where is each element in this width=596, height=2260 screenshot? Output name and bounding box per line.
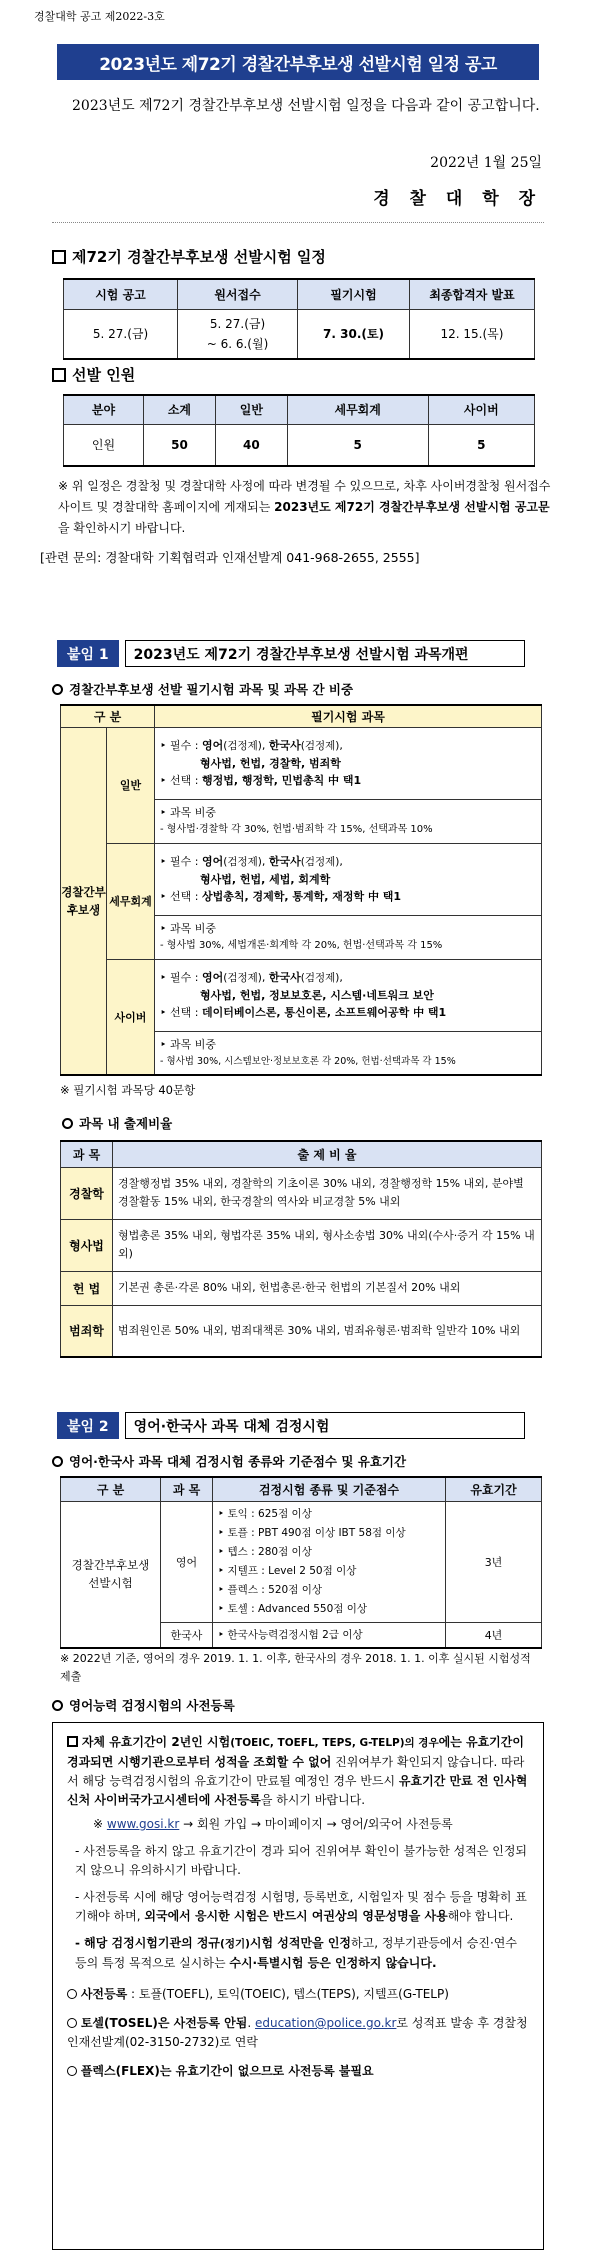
quota-section-title: 선발 인원 <box>52 364 135 385</box>
gosi-link[interactable]: www.gosi.kr <box>106 1817 180 1831</box>
table-header: 과 목 <box>61 1141 113 1167</box>
table-cell: 5. 27.(금) ~ 6. 6.(월) <box>178 309 298 359</box>
table-header: 세무회계 <box>287 395 428 424</box>
table-header: 출 제 비 율 <box>113 1141 542 1167</box>
schedule-notice: ※ 위 일정은 경찰청 및 경찰대학 사정에 따라 변경될 수 있으므로, 차후 사이버경찰청 원서접수 사이트 및 경찰대학 홈페이지에 게재되는 2023년도 제72기 경찰간부후보생 선발시험 공고문을 확인하시기 바랍니다. <box>58 479 551 535</box>
attachment-title: 2023년도 제72기 경찰간부후보생 선발시험 과목개편 <box>125 640 525 667</box>
preregister-subtitle: 영어능력 검정시험의 사전등록 <box>52 1696 235 1714</box>
table-header: 유효기간 <box>446 1477 542 1501</box>
subject-weight-subtitle: 경찰간부후보생 선발 필기시험 과목 및 과목 간 비중 <box>52 680 353 698</box>
ratio-text: 형법총론 35% 내외, 형법각론 35% 내외, 형사소송법 30% 내외(수사·증거 각 15% 내외) <box>113 1219 542 1271</box>
subject-weight: ‣ 과목 비중 - 형사법·경찰학 각 30%, 헌법·범죄학 각 15%, 선택과목 10% <box>155 799 542 843</box>
bullet-item: 사전등록 : 토플(TOEFL), 토익(TOEIC), 텝스(TEPS), 지텔프(G-TELP) <box>67 1985 529 2004</box>
circle-bullet-icon <box>52 1456 63 1467</box>
bullet-item: - 사전등록 시에 해당 영어능력검정 시험명, 등록번호, 시험일자 및 점수 등을 명확히 표기해야 하며, 외국에서 응시한 시험은 반드시 여권상의 영문성명을 사용해야 합니다. <box>75 1890 527 1923</box>
cert-subtitle: 영어·한국사 과목 대체 검정시험 종류와 기준점수 및 유효기간 <box>52 1452 406 1470</box>
ratio-subject: 경찰학 <box>61 1167 113 1219</box>
table-cell: 5 <box>428 424 534 466</box>
circle-bullet-icon <box>67 1989 77 1999</box>
table-header: 시험 공고 <box>64 279 178 309</box>
table-header: 구 분 <box>61 705 155 727</box>
quota-table <box>63 394 535 467</box>
bullet-item: ※ www.gosi.kr → 회원 가입 → 마이페이지 → 영어/외국어 사전등록 <box>93 1817 453 1831</box>
table-cell: 50 <box>144 424 216 466</box>
checkbox-icon <box>52 368 66 382</box>
subject-table <box>60 704 542 1076</box>
table-header: 원서접수 <box>178 279 298 309</box>
bullet-item: - 사전등록을 하지 않고 유효기간이 경과 되어 진위여부 확인이 불가능한 성적은 인정되지 않으니 유의하시기 바랍니다. <box>75 1844 528 1877</box>
table-cell: 5. 27.(금) <box>64 309 178 359</box>
bullet-item: 플렉스(FLEX)는 유효기간이 없으므로 사전등록 불필요 <box>67 2062 529 2081</box>
schedule-section-title: 제72기 경찰간부후보생 선발시험 일정 <box>52 246 326 267</box>
ratio-subject: 헌 법 <box>61 1271 113 1305</box>
attachment-tag: 붙임 1 <box>57 640 119 667</box>
table-header: 필기시험 <box>298 279 410 309</box>
required-subjects: ‣ 필수 : 영어(검정제), 한국사(검정제), 형사법, 헌법, 정보보호론, 시스템·네트워크 보안 ‣ 선택 : 데이터베이스론, 통신이론, 소프트웨어공학 中 택1 <box>155 959 542 1031</box>
kor-cert: ‣ 한국사능력검정시험 2급 이상 <box>213 1622 446 1648</box>
table-header: 과 목 <box>161 1477 213 1501</box>
required-subjects: ‣ 필수 : 영어(검정제), 한국사(검정제), 형사법, 헌법, 세법, 회계학 ‣ 선택 : 상법총칙, 경제학, 통계학, 재정학 中 택1 <box>155 843 542 915</box>
contact-info: [관련 문의: 경찰대학 기획협력과 인재선발계 041-968-2655, 2555] <box>40 550 420 565</box>
email-link[interactable]: education@police.go.kr <box>255 2016 397 2030</box>
table-cell: 인원 <box>64 424 144 466</box>
cert-table <box>60 1476 542 1649</box>
subject-weight: ‣ 과목 비중 - 형사법 30%, 세법개론·회계학 각 20%, 헌법·선택과목 각 15% <box>155 915 542 959</box>
table-header: 검정시험 종류 및 기준점수 <box>213 1477 446 1501</box>
attachment-1-header <box>57 640 525 667</box>
issuer-name: 경 찰 대 학 장 <box>373 189 542 209</box>
table-header: 분야 <box>64 395 144 424</box>
group-cell: 경찰간부후보생 선발시험 <box>61 1501 161 1648</box>
table-cell: 5 <box>287 424 428 466</box>
divider <box>52 222 544 223</box>
bullet-item: 자체 유효기간이 2년인 시험(TOEIC, TOEFL, TEPS, G-TELP)의 경우에는 유효기간이 경과되면 시행기관으로부터 성적을 조회할 수 없어 진위여부가 확인되지 않습니다. 따라서 해당 능력검정시험의 유효기간이 만료될 예정인 경우 반드시 유효기간 만료 전 인사혁신처 사이버국가고시센터에 사전등록을 하시기 바랍니다. <box>67 1735 528 1807</box>
circle-bullet-icon <box>52 684 63 695</box>
ratio-table <box>60 1140 542 1358</box>
eng-cert-list: ‣ 토익 : 625점 이상 ‣ 토플 : PBT 490점 이상 IBT 58점 이상 ‣ 텝스 : 280점 이상 ‣ 지텔프 : Level 2 50점 이상 ‣ 플렉스 : 520점 이상 ‣ 토셀 : Advanced 550점 이상 <box>213 1501 446 1622</box>
track-name: 세무회계 <box>107 843 155 959</box>
attachment-tag: 붙임 2 <box>57 1412 119 1439</box>
ratio-text: 기본권 총론·각론 80% 내외, 헌법총론·한국 헌법의 기본질서 20% 내외 <box>113 1271 542 1305</box>
table-header: 최종합격자 발표 <box>410 279 535 309</box>
table-header: 필기시험 과목 <box>155 705 542 727</box>
intro-text: 2023년도 제72기 경찰간부후보생 선발시험 일정을 다음과 같이 공고합니다. <box>72 98 540 114</box>
table-cell: 7. 30.(토) <box>298 309 410 359</box>
validity-cell: 3년 <box>446 1501 542 1622</box>
title-banner: 2023년도 제72기 경찰간부후보생 선발시험 일정 공고 <box>57 44 539 80</box>
ratio-subject: 범죄학 <box>61 1305 113 1357</box>
group-cell: 경찰간부후보생 <box>61 727 107 1075</box>
track-name: 사이버 <box>107 959 155 1075</box>
subject-cell: 한국사 <box>161 1622 213 1648</box>
notice-date: 2022년 1월 25일 <box>430 155 542 171</box>
table-cell: 40 <box>215 424 287 466</box>
circle-bullet-icon <box>67 2018 77 2028</box>
bullet-item: - 해당 검정시험기관의 정규(정기)시험 성적만을 인정하고, 정부기관등에서 승진·연수 등의 특정 목적으로 실시하는 수시·특별시험 등은 인정하지 않습니다. <box>75 1936 517 1970</box>
table-header: 소계 <box>144 395 216 424</box>
notice-number: 경찰대학 공고 제2022-3호 <box>34 10 165 23</box>
ratio-text: 범죄원인론 50% 내외, 범죄대책론 30% 내외, 범죄유형론·범죄학 일반각 10% 내외 <box>113 1305 542 1357</box>
ratio-subject: 형사법 <box>61 1219 113 1271</box>
attachment-title: 영어·한국사 과목 대체 검정시험 <box>125 1412 525 1439</box>
cert-footnote: ※ 2022년 기준, 영어의 경우 2019. 1. 1. 이후, 한국사의 경우 2018. 1. 1. 이후 실시된 시험성적 제출 <box>60 1652 531 1683</box>
circle-bullet-icon <box>62 1118 73 1129</box>
subject-footnote: ※ 필기시험 과목당 40문항 <box>60 1083 196 1097</box>
circle-bullet-icon <box>67 2066 77 2076</box>
preregister-box <box>52 1722 544 2250</box>
attachment-2-header <box>57 1412 525 1439</box>
table-header: 사이버 <box>428 395 534 424</box>
checkbox-icon <box>52 250 66 264</box>
required-subjects: ‣ 필수 : 영어(검정제), 한국사(검정제), 형사법, 헌법, 경찰학, 범죄학 ‣ 선택 : 행정법, 행정학, 민법총칙 中 택1 <box>155 727 542 799</box>
subject-cell: 영어 <box>161 1501 213 1622</box>
subject-weight: ‣ 과목 비중 - 형사법 30%, 시스템보안·정보보호론 각 20%, 헌법·선택과목 각 15% <box>155 1031 542 1075</box>
ratio-subtitle: 과목 내 출제비율 <box>62 1114 172 1132</box>
bullet-item: 토셀(TOSEL)은 사전등록 안됨. education@police.go.kr로 성적표 발송 후 경찰청 인재선발계(02-3150-2732)로 연락 <box>67 2016 528 2049</box>
ratio-text: 경찰행정법 35% 내외, 경찰학의 기초이론 30% 내외, 경찰행정학 15% 내외, 분야별 경찰활동 15% 내외, 한국경찰의 역사와 비교경찰 5% 내외 <box>113 1167 542 1219</box>
track-name: 일반 <box>107 727 155 843</box>
table-header: 일반 <box>215 395 287 424</box>
table-header: 구 분 <box>61 1477 161 1501</box>
schedule-table <box>63 278 535 360</box>
validity-cell: 4년 <box>446 1622 542 1648</box>
square-bullet-icon <box>67 1736 78 1747</box>
table-cell: 12. 15.(목) <box>410 309 535 359</box>
circle-bullet-icon <box>52 1700 63 1711</box>
